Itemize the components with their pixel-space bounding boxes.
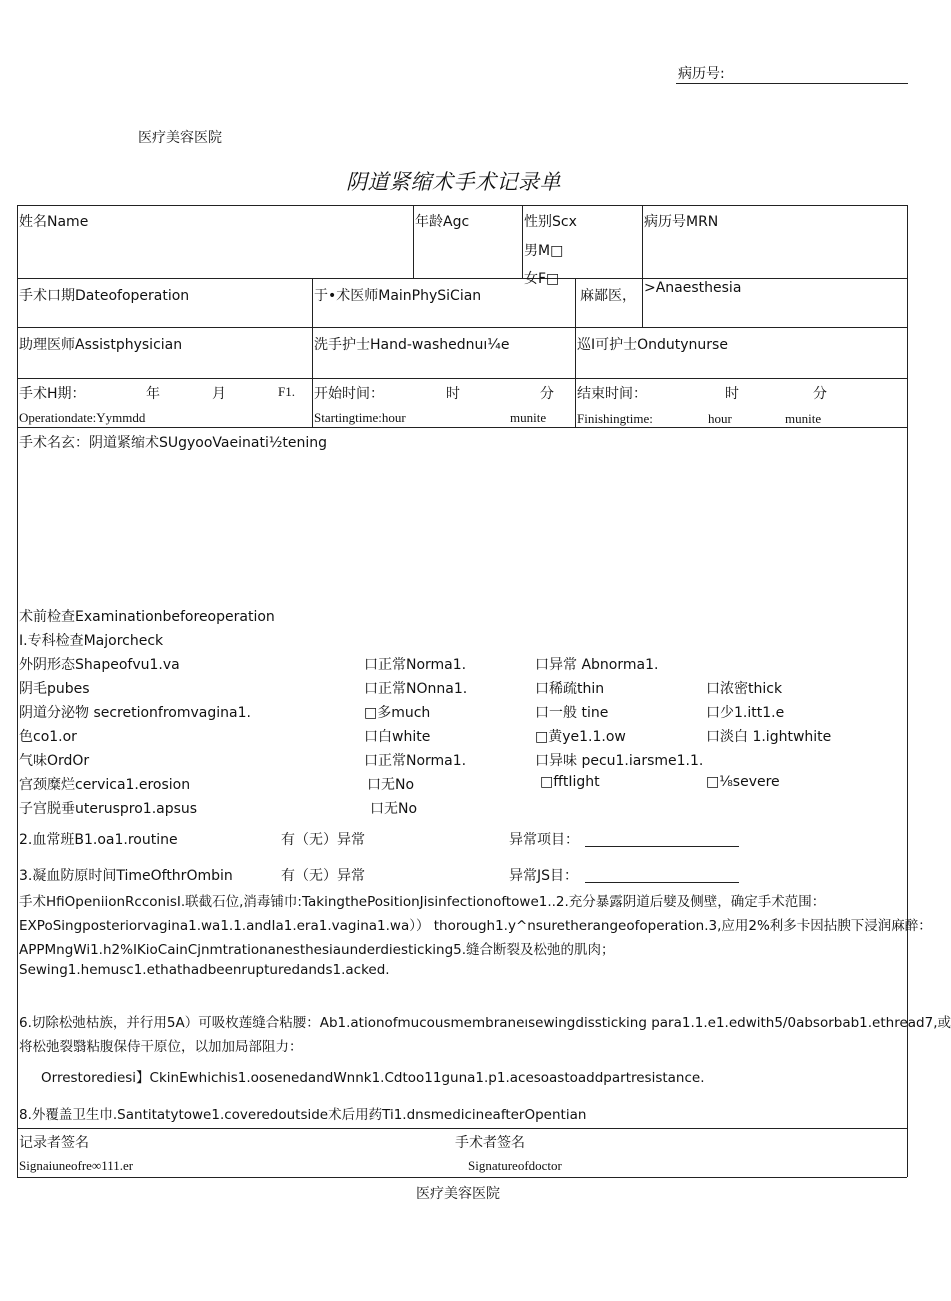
date-month: 月 — [212, 386, 226, 402]
exam-row-label: 阴毛pubes — [19, 681, 90, 697]
exam-row-label: 色co1.or — [19, 729, 77, 745]
coag-abnormal-item-label: 异常JS目： — [509, 868, 579, 884]
exam-option-checkbox[interactable]: 口一般 tine — [535, 705, 609, 721]
exam-row-label: 气味OrdOr — [19, 753, 90, 769]
name-label: 姓名Name — [19, 214, 89, 230]
sex-female-checkbox[interactable]: 女F□ — [524, 271, 560, 287]
procedure-line: EXPoSingposteriorvagina1.wa1.1.andIa1.era1.vagina1.wa）） thorough1.y^nsuretherangeofoperation.3,应用2%利多卡因拈腴下浸润麻醉： — [19, 918, 932, 934]
end-time-label-zh: 结束时间： — [577, 386, 647, 402]
exam-option-checkbox[interactable]: 口异常 Abnorma1. — [535, 657, 659, 673]
exam-option-checkbox[interactable]: 口正常Norma1. — [364, 753, 467, 769]
page-title: 阴道紧缩术手术记录单 — [346, 170, 561, 194]
exam-row-label: 宫颈糜烂cervica1.erosion — [19, 777, 191, 793]
operation-name: 手术名玄：阴道紧缩术SUgyooVaeinati½tening — [19, 435, 328, 451]
end-minute-en: munite — [785, 411, 822, 426]
mrn-header-label: 病历号: — [678, 66, 725, 82]
exam-option-checkbox[interactable]: 口异味 pecu1.iarsme1.1. — [535, 753, 704, 769]
coagulation-status: 有（无）异常 — [281, 868, 365, 884]
exam-option-checkbox[interactable]: 口稀疏thin — [535, 681, 605, 697]
start-hour-zh: 时 — [446, 386, 460, 402]
exam-row-label: 子宫脱垂uteruspro1.apsus — [19, 801, 198, 817]
exam-option-checkbox[interactable]: 口无No — [367, 777, 415, 793]
assistant-label: 助理医师Assistphysician — [19, 337, 183, 353]
procedure-line: 6.切除松弛枯族，并行用5A）可吸枚莲缝合粘腰：Ab1.ationofmucousmembraneısewingdissticking para1.1.e1.edwith5/0absorbab1.ethread7,或 — [19, 1015, 951, 1031]
procedure-line: APPMngWi1.h2%IKioCainCjnmtrationanesthesiaunderdiesticking5.缝合断裂及松弛的肌肉； — [19, 942, 615, 958]
exam-option-checkbox[interactable]: □⅛severe — [706, 774, 780, 790]
coagulation-label: 3.凝血防原时间TimeOfthrOmbin — [19, 868, 233, 884]
mrn-label: 病历号MRN — [644, 214, 719, 230]
exam-row-label: 阴道分泌物 secretionfromvagina1. — [19, 705, 251, 721]
procedure-line: 将松弛裂翳粘腹保侍干原位，以加加局部阻力： — [19, 1039, 303, 1055]
coag-abnormal-item-field[interactable] — [585, 882, 739, 883]
end-minute-zh: 分 — [813, 386, 827, 402]
recorder-signature-label-zh: 记录者签名 — [19, 1135, 89, 1151]
blood-routine-label: 2.血常班B1.oa1.routine — [19, 832, 178, 848]
exam-option-checkbox[interactable]: 口浓密thick — [706, 681, 783, 697]
start-time-label-zh: 开始时间： — [314, 386, 384, 402]
wash-nurse-label: 洗手护士Hand-washednuı¼e — [314, 337, 510, 353]
hospital-name: 医疗美容医院 — [138, 130, 222, 146]
exam-option-checkbox[interactable]: 口白white — [364, 729, 431, 745]
surgeon-label: 于•术医师MainPhySiCian — [314, 288, 482, 304]
exam-option-checkbox[interactable]: 口无No — [370, 801, 418, 817]
exam-option-checkbox[interactable]: □fftIight — [540, 774, 600, 790]
exam-option-checkbox[interactable]: □黄ye1.1.ow — [535, 729, 626, 745]
end-time-label-en: Finishingtime: — [577, 411, 653, 426]
sex-label: 性别Scx — [524, 214, 577, 230]
date-day: F1. — [278, 384, 295, 399]
date-label-zh: 手术H期： — [19, 386, 86, 402]
date-year: 年 — [146, 386, 160, 402]
exam-option-checkbox[interactable]: □多much — [364, 705, 431, 721]
anesthetist-label-en: >Anaesthesia — [644, 280, 742, 296]
footer-hospital-name: 医疗美容医院 — [416, 1186, 500, 1202]
exam-title: 术前检查Examinationbeforeoperation — [19, 609, 275, 625]
mrn-header-underline — [676, 83, 908, 84]
sex-male-checkbox[interactable]: 男M□ — [524, 243, 564, 259]
procedure-line: 8.外覆盖卫生巾.Santitatytowe1.coveredoutside术后用药Ti1.dnsmedicineafterOpentian — [19, 1107, 587, 1123]
sex-female-clip — [522, 268, 642, 287]
date-label-en: Operationdate:Yymmdd — [19, 410, 146, 425]
procedure-line: 手术HfiOpeniionRcconisI.联截石位,消毒铺巾:TakingthePositionJisinfectionoftowe1..2.充分暴露阴道后嬖及侧壁，确定手术范围： — [19, 894, 826, 910]
start-minute-zh: 分 — [540, 386, 554, 402]
recorder-signature-label-en: Signaiuneofre∞111.er — [19, 1158, 134, 1173]
procedure-line: Sewing1.hemusc1.ethathadbeenrupturedands1.acked. — [19, 962, 390, 978]
exam-option-checkbox[interactable]: 口正常Norma1. — [364, 657, 467, 673]
op-date-label: 手术口期Dateofoperation — [19, 288, 190, 304]
exam-option-checkbox[interactable]: 口淡白 1.ightwhite — [706, 729, 832, 745]
end-hour-en: hour — [708, 411, 732, 426]
doctor-signature-label-en: Signatureofdoctor — [468, 1158, 562, 1173]
anesthetist-label-zh: 麻鄙医， — [580, 288, 636, 304]
blood-routine-status: 有（无）异常 — [281, 832, 365, 848]
exam-option-checkbox[interactable]: 口正常NOnna1. — [364, 681, 468, 697]
end-hour-zh: 时 — [725, 386, 739, 402]
start-minute-en: munite — [510, 410, 547, 425]
circulating-nurse-label: 巡I可护士Ondutynurse — [577, 337, 728, 353]
age-label: 年龄Agc — [415, 214, 470, 230]
start-time-label-en: Startingtime:hour — [314, 410, 406, 425]
blood-abnormal-item-field[interactable] — [585, 846, 739, 847]
procedure-line: Orrestorediesi】CkinEwhichis1.oosenedandWnnk1.Cdtoo11guna1.p1.acesoastoaddpartresistance. — [41, 1070, 705, 1086]
exam-row-label: 外阴形态Shapeofvu1.va — [19, 657, 180, 673]
exam-option-checkbox[interactable]: 口少1.itt1.e — [706, 705, 785, 721]
doctor-signature-label-zh: 手术者签名 — [455, 1135, 525, 1151]
major-check-title: I.专科检查Majorcheck — [19, 633, 164, 649]
blood-abnormal-item-label: 异常项目： — [509, 832, 579, 848]
